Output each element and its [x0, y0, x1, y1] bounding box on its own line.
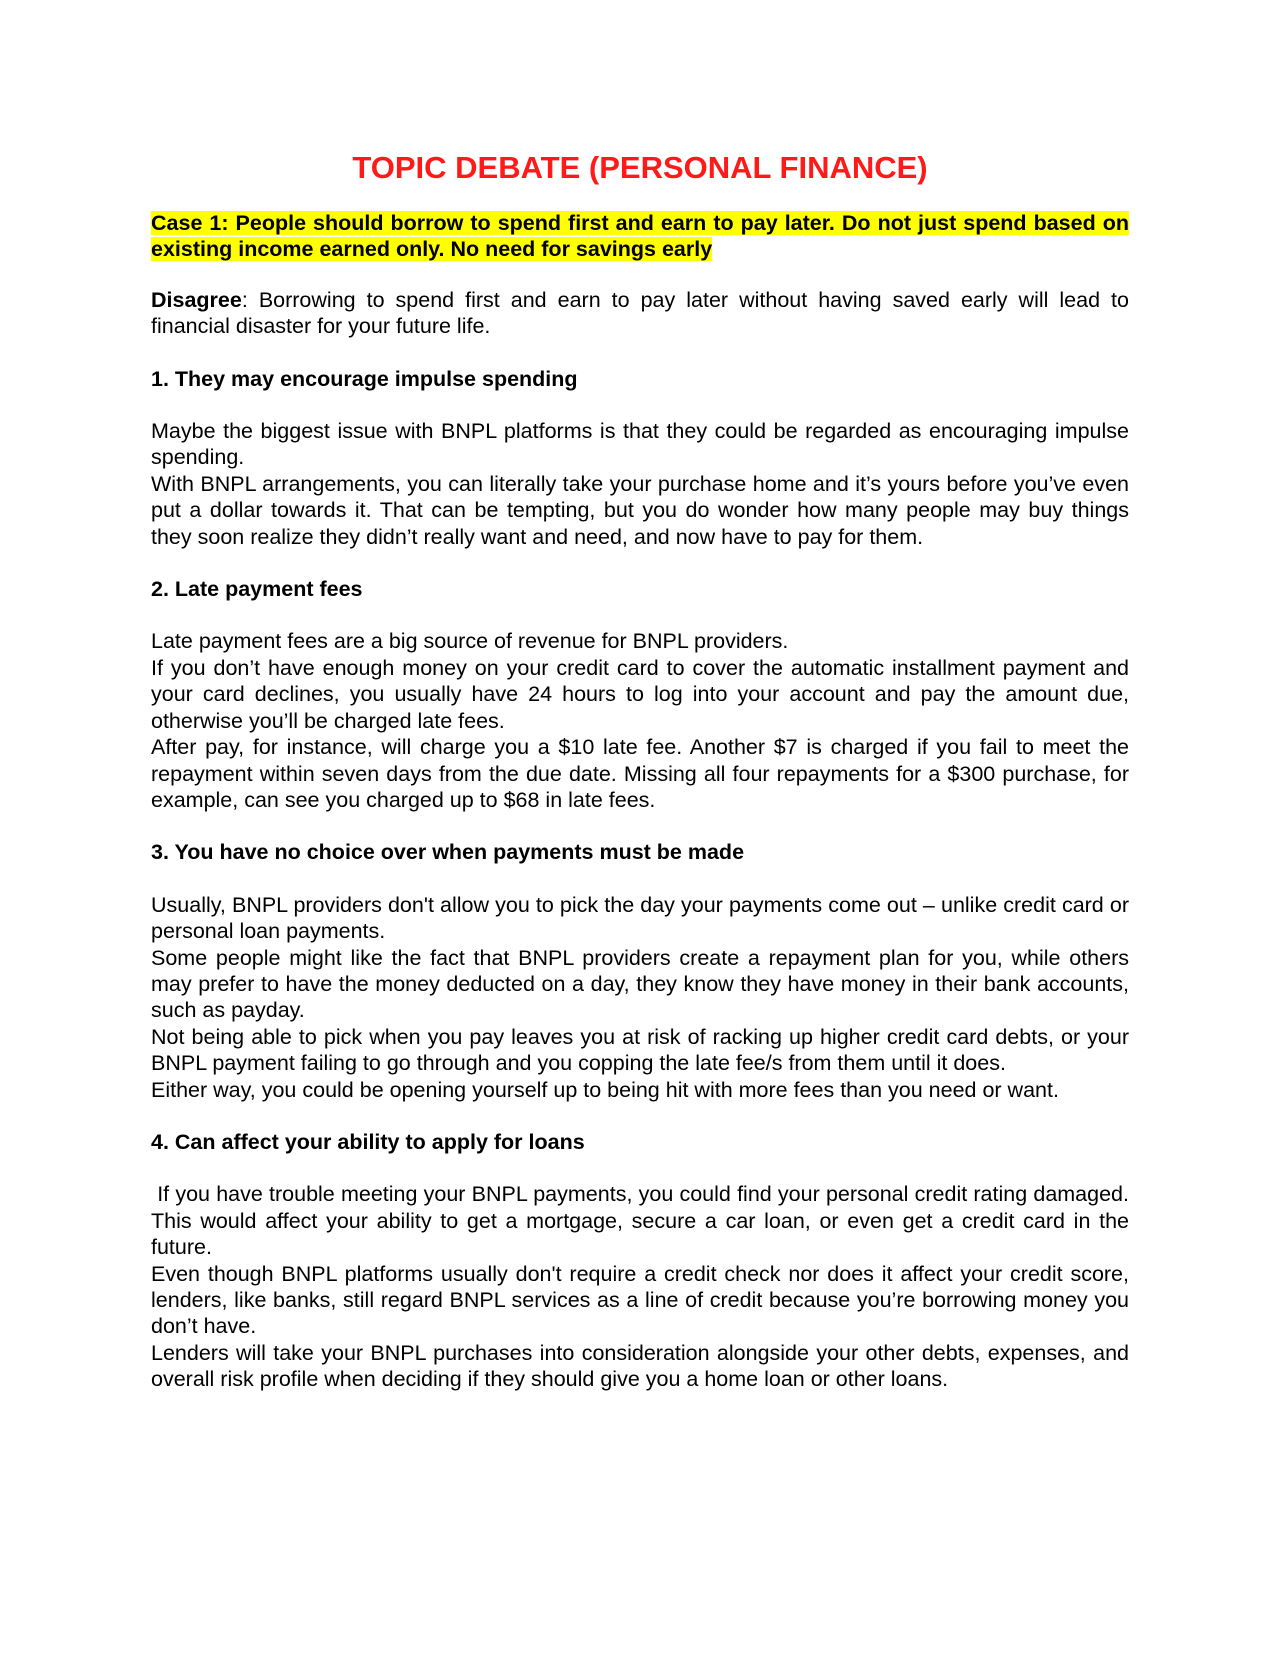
section-body [151, 628, 1129, 813]
paragraph: If you don’t have enough money on your credit card to cover the automatic installment payment and your card declines, you usually have 24 hours to log into your account and pay the amount due, otherwise you’ll be charged late fees. [151, 655, 1129, 733]
paragraph: Late payment fees are a big source of revenue for BNPL providers. [151, 629, 789, 654]
case-highlight: Case 1: People should borrow to spend first and earn to pay later. Do not just spend based on existing income earned only. No need for savings early [151, 211, 1129, 262]
section-heading: 2. Late payment fees [151, 577, 363, 602]
paragraph: Not being able to pick when you pay leaves you at risk of racking up higher credit card debts, or your BNPL payment failing to go through and you copping the late fee/s from them until it does. [151, 1024, 1129, 1076]
section-body [151, 1181, 1135, 1392]
section-heading: 4. Can affect your ability to apply for loans [151, 1129, 585, 1154]
case-statement [151, 210, 1129, 263]
paragraph: With BNPL arrangements, you can literally take your purchase home and it’s yours before you’ve even put a dollar towards it. That can be tempting, but you do wonder how many people may buy things they soon realize they didn’t really want and need, and now have to pay for them. [151, 471, 1129, 549]
paragraph: Some people might like the fact that BNPL providers create a repayment plan for you, while others may prefer to have the money deducted on a day, they know they have money in their bank accounts, such as payday. [151, 945, 1129, 1023]
paragraph: After pay, for instance, will charge you a $10 late fee. Another $7 is charged if you fail to meet the repayment within seven days from the due date. Missing all four repayments for a $300 purchase, for example, can see you charged up to $68 in late fees. [151, 735, 1129, 812]
document-page [151, 150, 1135, 1393]
section-body [151, 418, 1129, 550]
page-title: TOPIC DEBATE (PERSONAL FINANCE) [352, 150, 928, 185]
paragraph: Maybe the biggest issue with BNPL platforms is that they could be regarded as encouraging impulse spending. [151, 419, 1129, 470]
paragraph: Either way, you could be opening yourself up to being hit with more fees than you need or want. [151, 1077, 1059, 1102]
paragraph: Even though BNPL platforms usually don't require a credit check nor does it affect your credit score, lenders, like banks, still regard BNPL services as a line of credit because you’re borrowing money you don’t have. [151, 1261, 1129, 1339]
paragraph: If you have trouble meeting your BNPL payments, you could find your personal credit rating damaged. This would affect your ability to get a mortgage, secure a car loan, or even get a credit card in the future. [151, 1182, 1135, 1260]
section-body [151, 892, 1129, 1103]
section-heading: 1. They may encourage impulse spending [151, 366, 578, 391]
disagree-text: : Borrowing to spend first and earn to pay later without having saved early will lead to financial disaster for your future life. [151, 287, 1129, 339]
paragraph: Lenders will take your BNPL purchases into consideration alongside your other debts, expenses, and overall risk profile when deciding if they should give you a home loan or other loans. [151, 1340, 1129, 1392]
section-heading: 3. You have no choice over when payments must be made [151, 840, 745, 865]
disagree-label: Disagree [151, 287, 242, 312]
disagree-paragraph [151, 287, 1129, 340]
paragraph: Usually, BNPL providers don't allow you to pick the day your payments come out – unlike credit card or personal loan payments. [151, 892, 1129, 944]
